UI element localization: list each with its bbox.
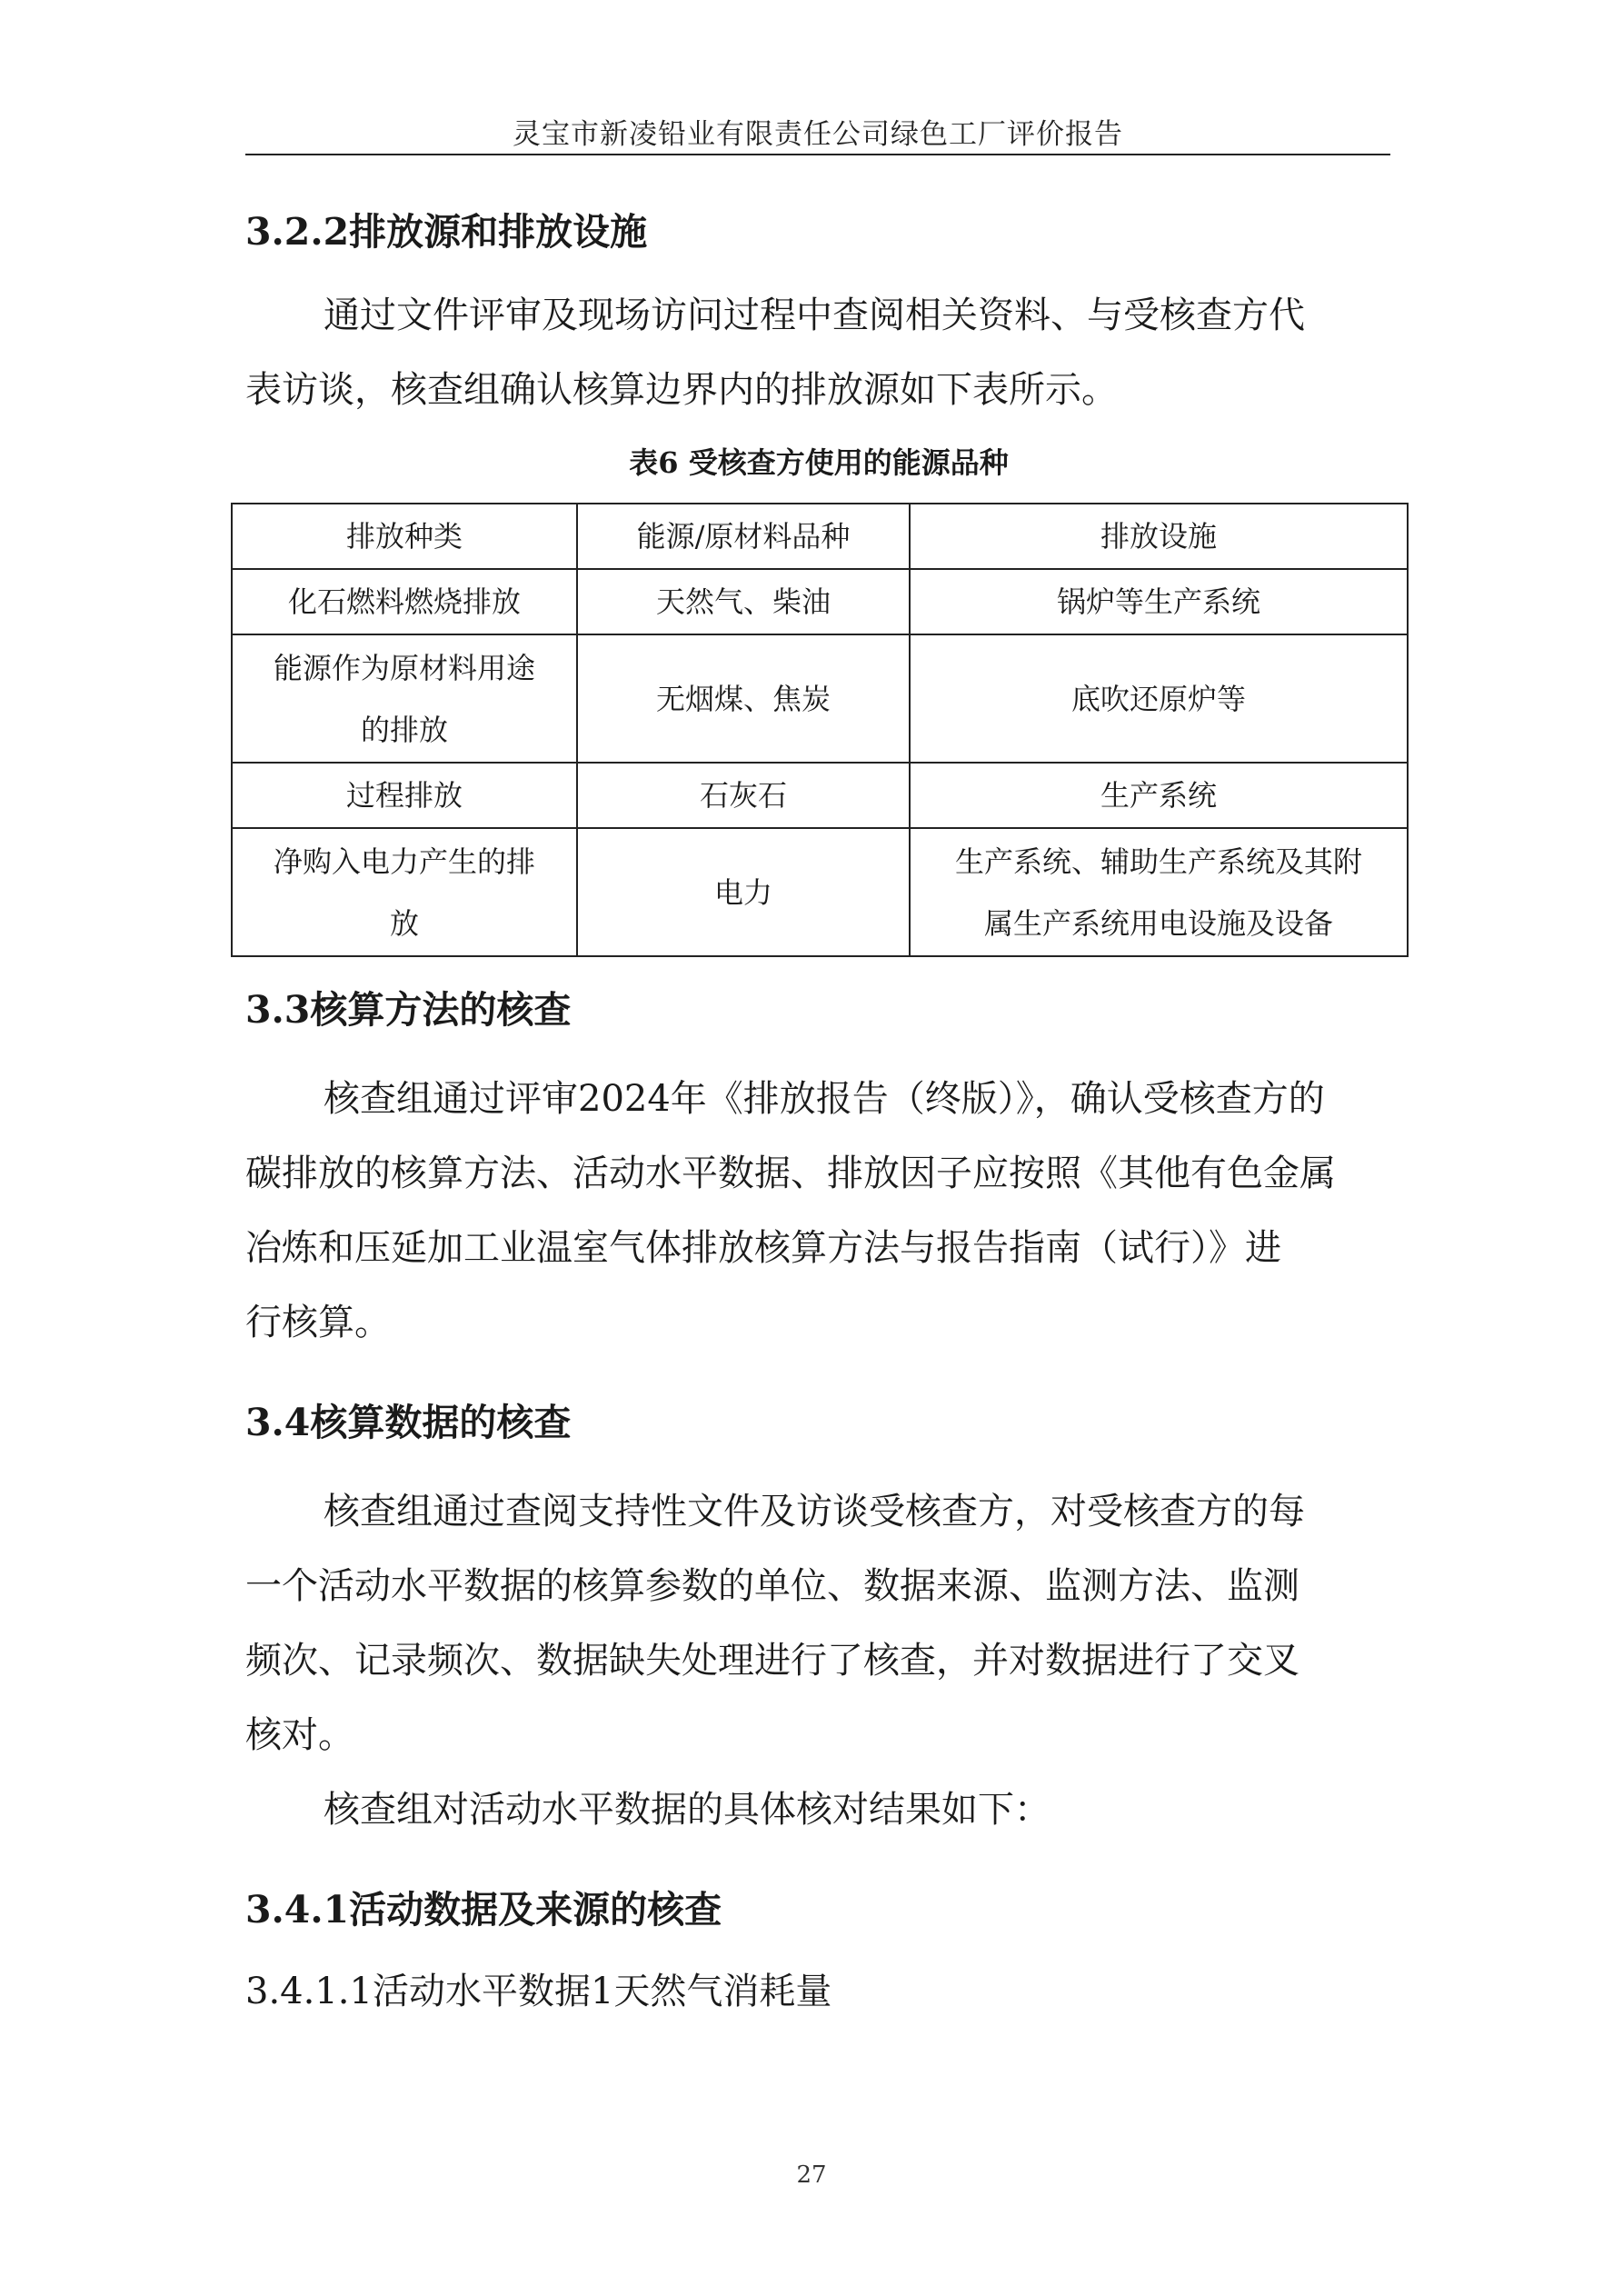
paragraph-line: 碳排放的核算方法、活动水平数据、排放因子应按照《其他有色金属 <box>245 1153 1336 1194</box>
paragraph-line: 通过文件评审及现场访问过程中查阅相关资料、与受核查方代 <box>324 294 1305 336</box>
subheading-3-4-1-1 <box>245 1954 1392 2029</box>
paragraph-line: 冶炼和压延加工业温室气体排放核算方法与报告指南（试行）》进 <box>245 1227 1281 1269</box>
column-header: 排放种类 <box>232 504 577 569</box>
table-cell: 底吹还原炉等 <box>910 634 1408 763</box>
heading-3-2-2: 3.2.2排放源和排放设施 <box>245 210 648 254</box>
paragraph-3-2-2 <box>245 278 1392 427</box>
cell-line: 的排放 <box>360 712 448 747</box>
table-cell: 化石燃料燃烧排放 <box>232 569 577 634</box>
paragraph-line: 核查组通过评审2024年《排放报告（终版）》，确认受核查方的 <box>324 1078 1325 1120</box>
table-cell: 生产系统 <box>910 763 1408 828</box>
cell-line: 生产系统、辅助生产系统及其附 <box>954 844 1362 879</box>
paragraph-line: 核查组通过查阅支持性文件及访谈受核查方，对受核查方的每 <box>324 1491 1305 1532</box>
table-row <box>232 569 1408 634</box>
table-cell: 锅炉等生产系统 <box>910 569 1408 634</box>
table-row <box>232 763 1408 828</box>
cell-line: 放 <box>389 905 419 941</box>
heading-3-3: 3.3核算方法的核查 <box>245 988 572 1032</box>
heading-3-4-1: 3.4.1活动数据及来源的核查 <box>245 1888 722 1932</box>
table-cell <box>910 828 1408 956</box>
page-header-title: 灵宝市新凌铅业有限责任公司绿色工厂评价报告 <box>513 118 1123 151</box>
table-header-row <box>232 504 1408 569</box>
paragraph-line: 核查组对活动水平数据的具体核对结果如下： <box>324 1789 1050 1831</box>
table-row <box>232 634 1408 763</box>
emission-sources-table <box>231 503 1409 957</box>
cell-line: 净购入电力产生的排 <box>273 844 535 879</box>
paragraph-line: 行核算。 <box>245 1302 391 1343</box>
column-header: 排放设施 <box>910 504 1408 569</box>
page-number: 27 <box>796 2161 827 2189</box>
paragraph-line: 表访谈，核查组确认核算边界内的排放源如下表所示。 <box>245 369 1118 411</box>
subheading-line: 3.4.1.1活动水平数据1天然气消耗量 <box>245 1971 832 2012</box>
paragraph-line: 频次、记录频次、数据缺失处理进行了核查，并对数据进行了交叉 <box>245 1640 1299 1682</box>
table-cell <box>232 634 577 763</box>
table-cell: 无烟煤、焦炭 <box>577 634 910 763</box>
table-cell: 电力 <box>577 828 910 956</box>
table-row <box>232 828 1408 956</box>
paragraph-line: 核对。 <box>245 1714 354 1756</box>
table-cell: 天然气、柴油 <box>577 569 910 634</box>
paragraph-3-3 <box>245 1062 1392 1360</box>
cell-line: 能源作为原材料用途 <box>273 650 535 685</box>
table-cell: 石灰石 <box>577 763 910 828</box>
heading-3-4: 3.4核算数据的核查 <box>245 1401 572 1444</box>
table-caption: 表6 受核查方使用的能源品种 <box>629 445 1009 480</box>
table-cell <box>232 828 577 956</box>
table-cell: 过程排放 <box>232 763 577 828</box>
paragraph-3-4 <box>245 1474 1392 1847</box>
header-divider <box>245 154 1390 155</box>
paragraph-line: 一个活动水平数据的核算参数的单位、数据来源、监测方法、监测 <box>245 1565 1299 1607</box>
column-header: 能源/原材料品种 <box>577 504 910 569</box>
cell-line: 属生产系统用电设施及设备 <box>983 905 1333 941</box>
